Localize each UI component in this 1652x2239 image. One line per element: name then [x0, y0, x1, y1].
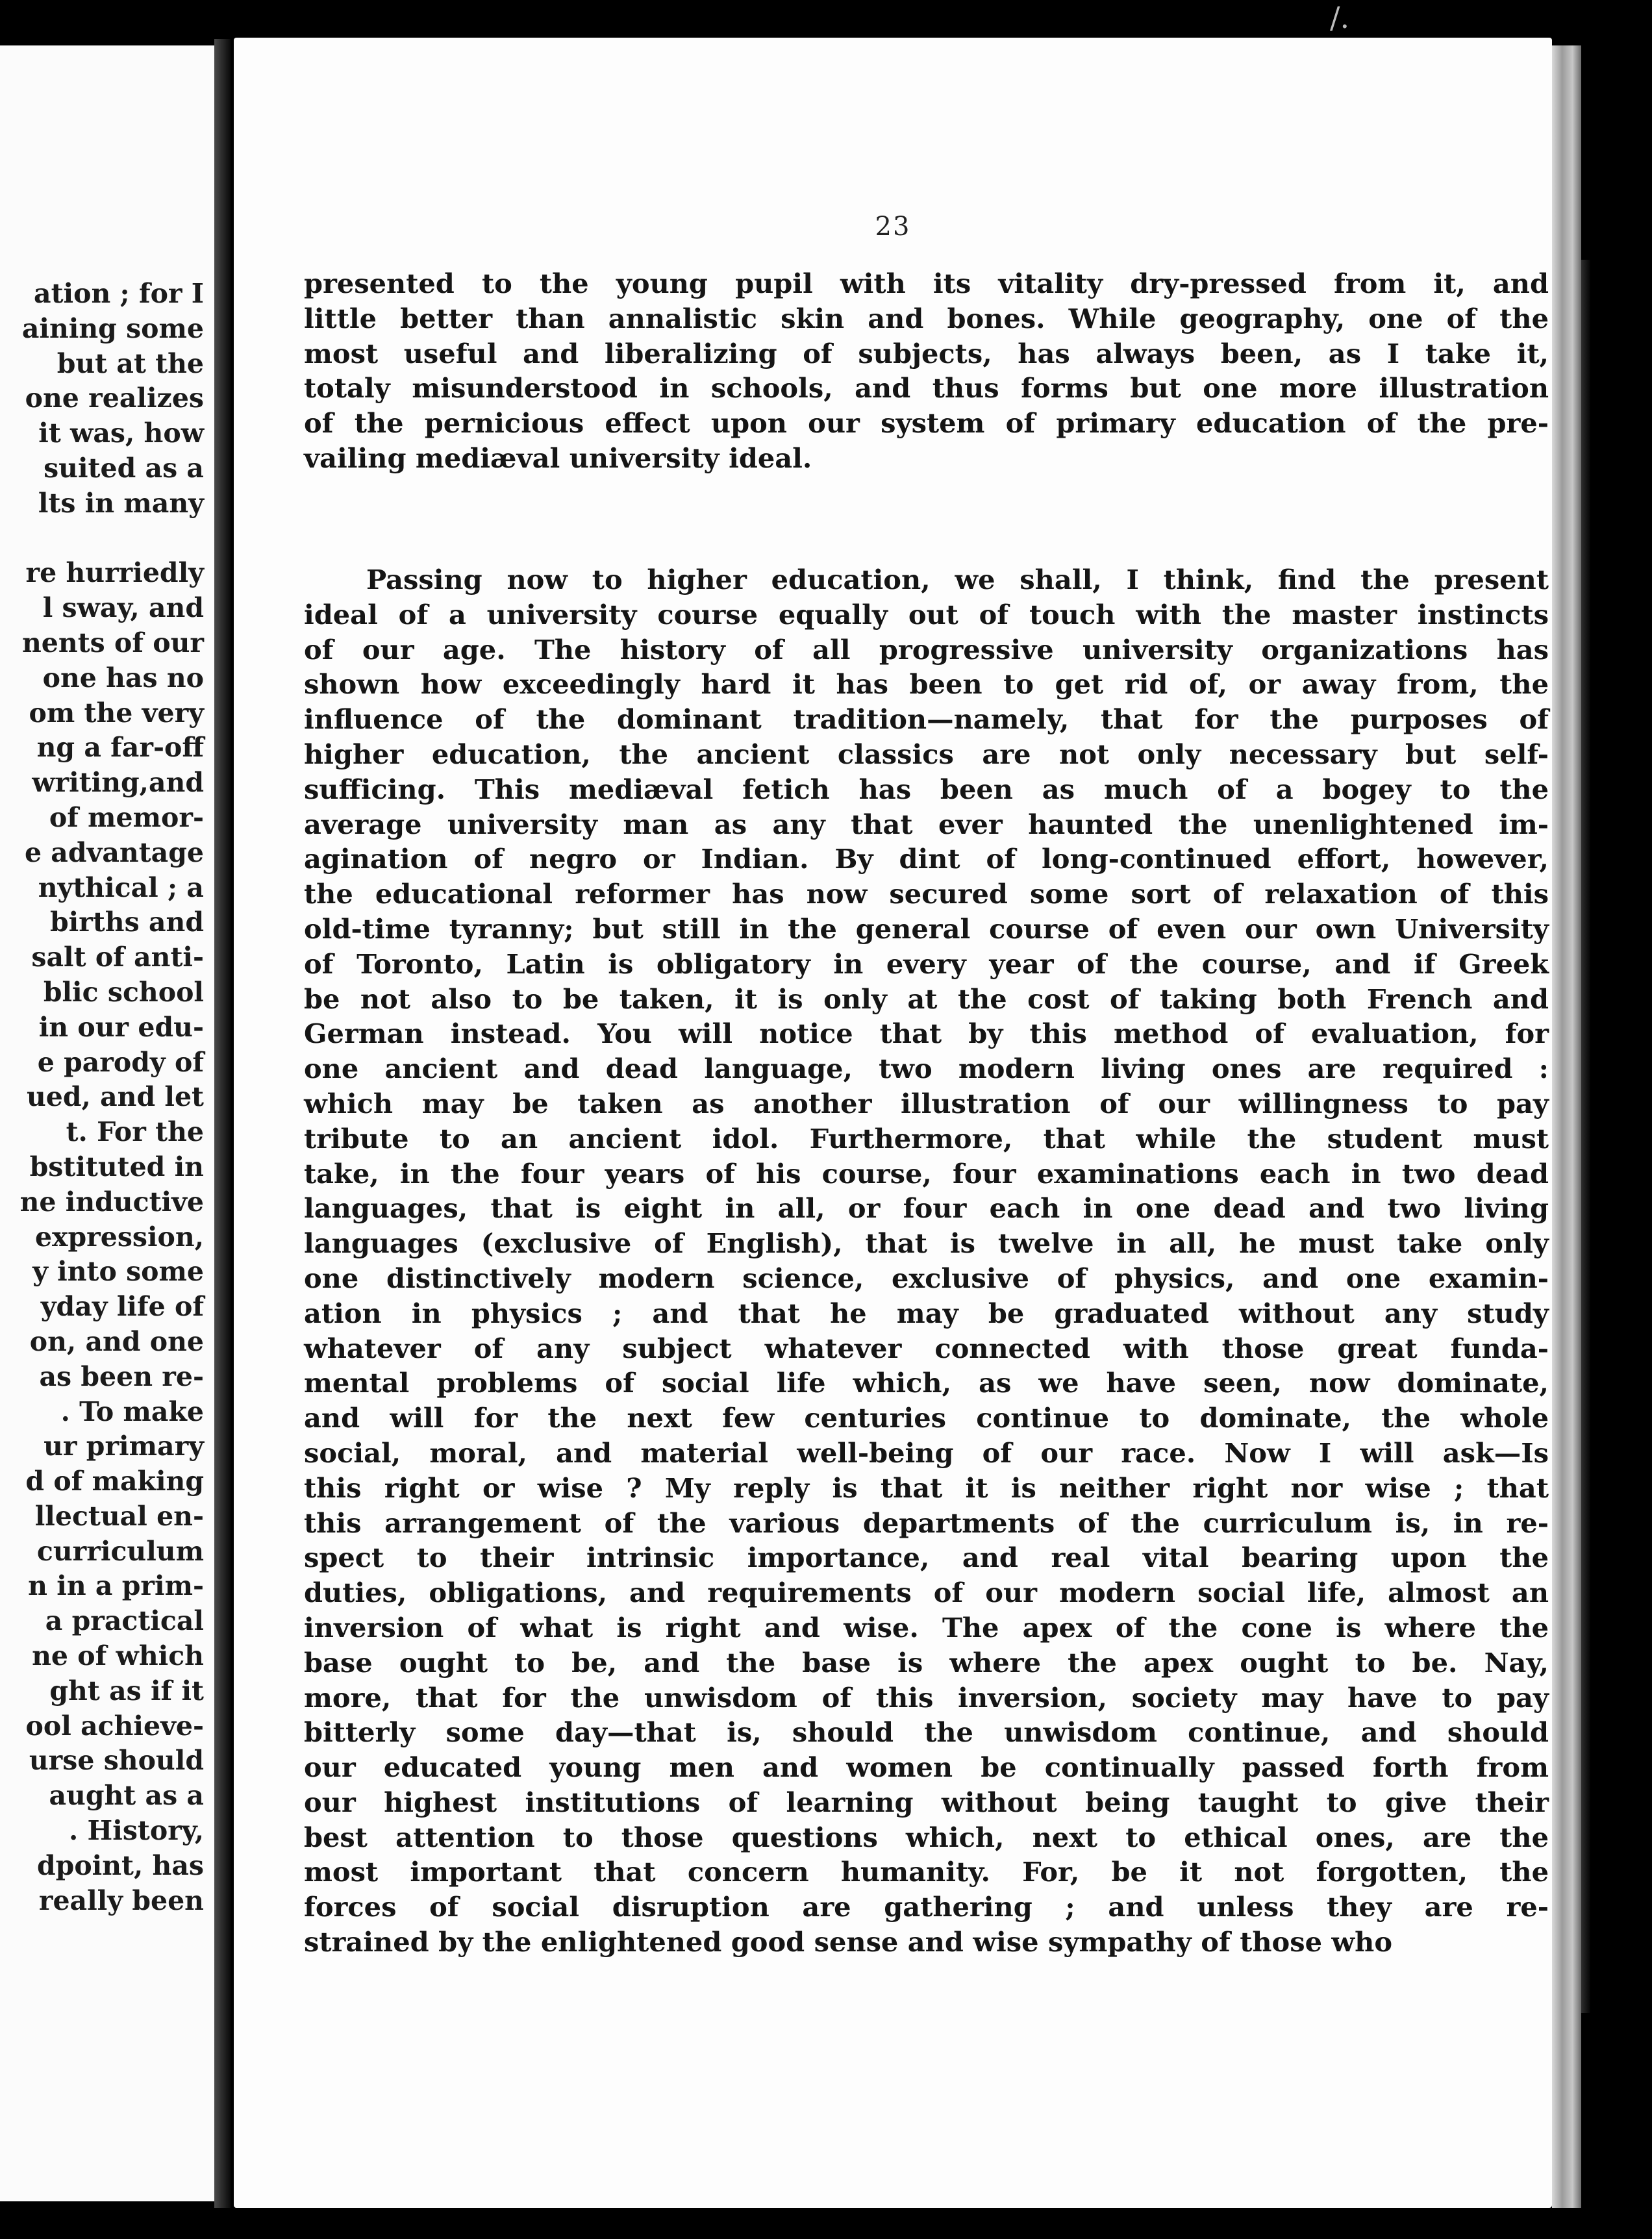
left-page-line: a practical	[45, 1605, 204, 1637]
text-line: shown how exceedingly hard it has been to get rid of, or away from, the	[304, 668, 1549, 701]
page-edge	[1552, 45, 1581, 2208]
text-line: Passing now to higher education, we shall, I think, find the present	[366, 564, 1549, 595]
text-line: higher education, the ancient classics are not only necessary but self-	[304, 738, 1549, 770]
text-line: presented to the young pupil with its vitality dry-pressed from it, and	[304, 268, 1549, 299]
text-line: influence of the dominant tradition—namely, that for the purposes of	[304, 703, 1549, 736]
left-page-line	[20, 521, 204, 557]
text-line: the educational reformer has now secured some sort of relaxation of this	[304, 878, 1549, 910]
text-line: ation in physics ; and that he may be graduated without any study	[304, 1297, 1549, 1329]
left-page-line: it was, how	[38, 418, 204, 449]
left-page-line: . History,	[68, 1815, 204, 1847]
left-page-line: suited as a	[44, 452, 204, 484]
left-page-line: l sway, and	[42, 592, 204, 624]
page-edge-shadow	[1581, 260, 1590, 2013]
left-page-line: nythical ; a	[38, 871, 204, 903]
left-page-line: re hurriedly	[25, 557, 204, 589]
paragraph-2	[304, 562, 1549, 1960]
left-page-line: d of making	[25, 1466, 204, 1497]
left-page-line: lts in many	[38, 487, 204, 519]
text-line: sufficing. This mediæval fetich has been as much of a bogey to the	[304, 773, 1549, 805]
text-line: best attention to those questions which, next to ethical ones, are the	[304, 1821, 1549, 1853]
left-page-line: on, and one	[29, 1325, 204, 1357]
left-page-line: ued, and let	[26, 1081, 204, 1113]
text-line: more, that for the unwisdom of this inversion, society may have to pay	[304, 1681, 1549, 1714]
text-line: base ought to be, and the base is where the apex ought to be. Nay,	[304, 1646, 1549, 1679]
text-line: mental problems of social life which, as we have seen, now dominate,	[304, 1367, 1549, 1399]
left-page-line: n in a prim-	[28, 1570, 204, 1602]
left-page-line: in our edu-	[38, 1011, 204, 1043]
left-page-line: yday life of	[40, 1291, 204, 1323]
left-page-line: t. For the	[66, 1116, 204, 1148]
left-page-line: writing,and	[32, 767, 204, 799]
left-page-text	[20, 277, 204, 1918]
text-line: forces of social disruption are gathering ; and unless they are re-	[304, 1891, 1549, 1923]
text-line: take, in the four years of his course, four examinations each in two dead	[304, 1157, 1549, 1190]
left-page-line: e advantage	[24, 836, 204, 868]
left-page-line: ne inductive	[19, 1186, 204, 1218]
paragraph-1	[304, 266, 1549, 476]
left-page-line: e parody of	[37, 1046, 204, 1078]
left-page-line: salt of anti-	[31, 942, 204, 973]
text-line: vailing mediæval university ideal.	[304, 442, 812, 474]
text-line: totaly misunderstood in schools, and thus forms but one more illustration	[304, 372, 1549, 405]
left-page-line: aught as a	[49, 1780, 204, 1812]
text-line: most useful and liberalizing of subjects, has always been, as I take it,	[304, 337, 1549, 369]
text-line: this right or wise ? My reply is that it is neither right nor wise ; that	[304, 1471, 1549, 1504]
left-page-line: . To make	[60, 1395, 204, 1427]
left-page-line: blic school	[43, 976, 204, 1008]
left-page-line: urse should	[29, 1745, 204, 1777]
text-line: spect to their intrinsic importance, and real vital bearing upon the	[304, 1542, 1549, 1574]
text-line: of our age. The history of all progressive university organizations has	[304, 633, 1549, 666]
left-page-line: but at the	[56, 347, 204, 379]
left-page-line: om the very	[29, 697, 204, 729]
text-line: our highest institutions of learning without being taught to give their	[304, 1786, 1549, 1818]
left-page-line: ne of which	[32, 1640, 204, 1672]
text-line: of the pernicious effect upon our system of primary education of the pre-	[304, 407, 1549, 440]
left-page-line: as been re-	[39, 1360, 204, 1392]
book-gutter	[214, 39, 231, 2208]
text-line: agination of negro or Indian. By dint of long-continued effort, however,	[304, 843, 1549, 875]
left-page-line: y into some	[32, 1256, 204, 1288]
left-page-line: ur primary	[44, 1431, 204, 1462]
text-line: German instead. You will notice that by this method of evaluation, for	[304, 1018, 1549, 1050]
left-page-line: really been	[38, 1884, 204, 1916]
left-page-line: curriculum	[36, 1535, 204, 1567]
text-line: ideal of a university course equally out of touch with the master instincts	[304, 598, 1549, 631]
left-page-line: of memor-	[49, 801, 204, 833]
left-page-line: ng a far-off	[36, 732, 204, 764]
text-line: bitterly some day—that is, should the unwisdom continue, and should	[304, 1716, 1549, 1749]
right-page	[234, 38, 1552, 2208]
left-page-line: llectual en-	[34, 1500, 204, 1532]
left-page-line: bstituted in	[29, 1151, 204, 1182]
text-line: this arrangement of the various departments of the curriculum is, in re-	[304, 1507, 1549, 1539]
text-line: one distinctively modern science, exclusive of physics, and one examin-	[304, 1262, 1549, 1294]
left-page-line: ool achieve-	[25, 1710, 204, 1742]
text-line: social, moral, and material well-being of our race. Now I will ask—Is	[304, 1436, 1549, 1469]
left-page-line: expression,	[34, 1221, 204, 1253]
left-page-line: dpoint, has	[36, 1849, 204, 1881]
text-line: little better than annalistic skin and bones. While geography, one of the	[304, 302, 1549, 334]
text-line: our educated young men and women be continually passed forth from	[304, 1751, 1549, 1784]
text-line: old-time tyranny; but still in the general course of even our own University	[304, 912, 1549, 945]
left-page-line: aining some	[21, 312, 204, 344]
text-line: average university man as any that ever haunted the unenlightened im-	[304, 808, 1549, 840]
text-line: languages, that is eight in all, or four each in one dead and two living	[304, 1192, 1549, 1225]
text-line: one ancient and dead language, two modern living ones are required :	[304, 1053, 1549, 1085]
text-line: be not also to be taken, it is only at the cost of taking both French and	[304, 982, 1549, 1015]
text-line: languages (exclusive of English), that is twelve in all, he must take only	[304, 1227, 1549, 1260]
text-line: and will for the next few centuries continue to dominate, the whole	[304, 1402, 1549, 1434]
left-page-line: one realizes	[25, 382, 204, 414]
text-line: of Toronto, Latin is obligatory in every year of the course, and if Greek	[304, 947, 1549, 980]
text-line: inversion of what is right and wise. The apex of the cone is where the	[304, 1611, 1549, 1644]
text-line: duties, obligations, and requirements of our modern social life, almost an	[304, 1577, 1549, 1609]
corner-mark: /.	[1330, 0, 1350, 35]
text-line: most important that concern humanity. For, be it not forgotten, the	[304, 1856, 1549, 1888]
left-page-line: ation ; for I	[34, 278, 204, 309]
left-page	[0, 45, 214, 2201]
text-line: tribute to an ancient idol. Furthermore, that while the student must	[304, 1122, 1549, 1155]
left-page-line: ght as if it	[49, 1675, 204, 1707]
left-page-line: one has no	[42, 662, 204, 694]
left-page-line: nents of our	[21, 627, 204, 658]
text-line: whatever of any subject whatever connected with those great funda-	[304, 1332, 1549, 1364]
left-page-line: births and	[50, 907, 204, 938]
text-line: which may be taken as another illustration of our willingness to pay	[304, 1087, 1549, 1120]
text-line: strained by the enlightened good sense and wise sympathy of those who	[304, 1926, 1393, 1958]
page-number: 23	[875, 212, 911, 242]
